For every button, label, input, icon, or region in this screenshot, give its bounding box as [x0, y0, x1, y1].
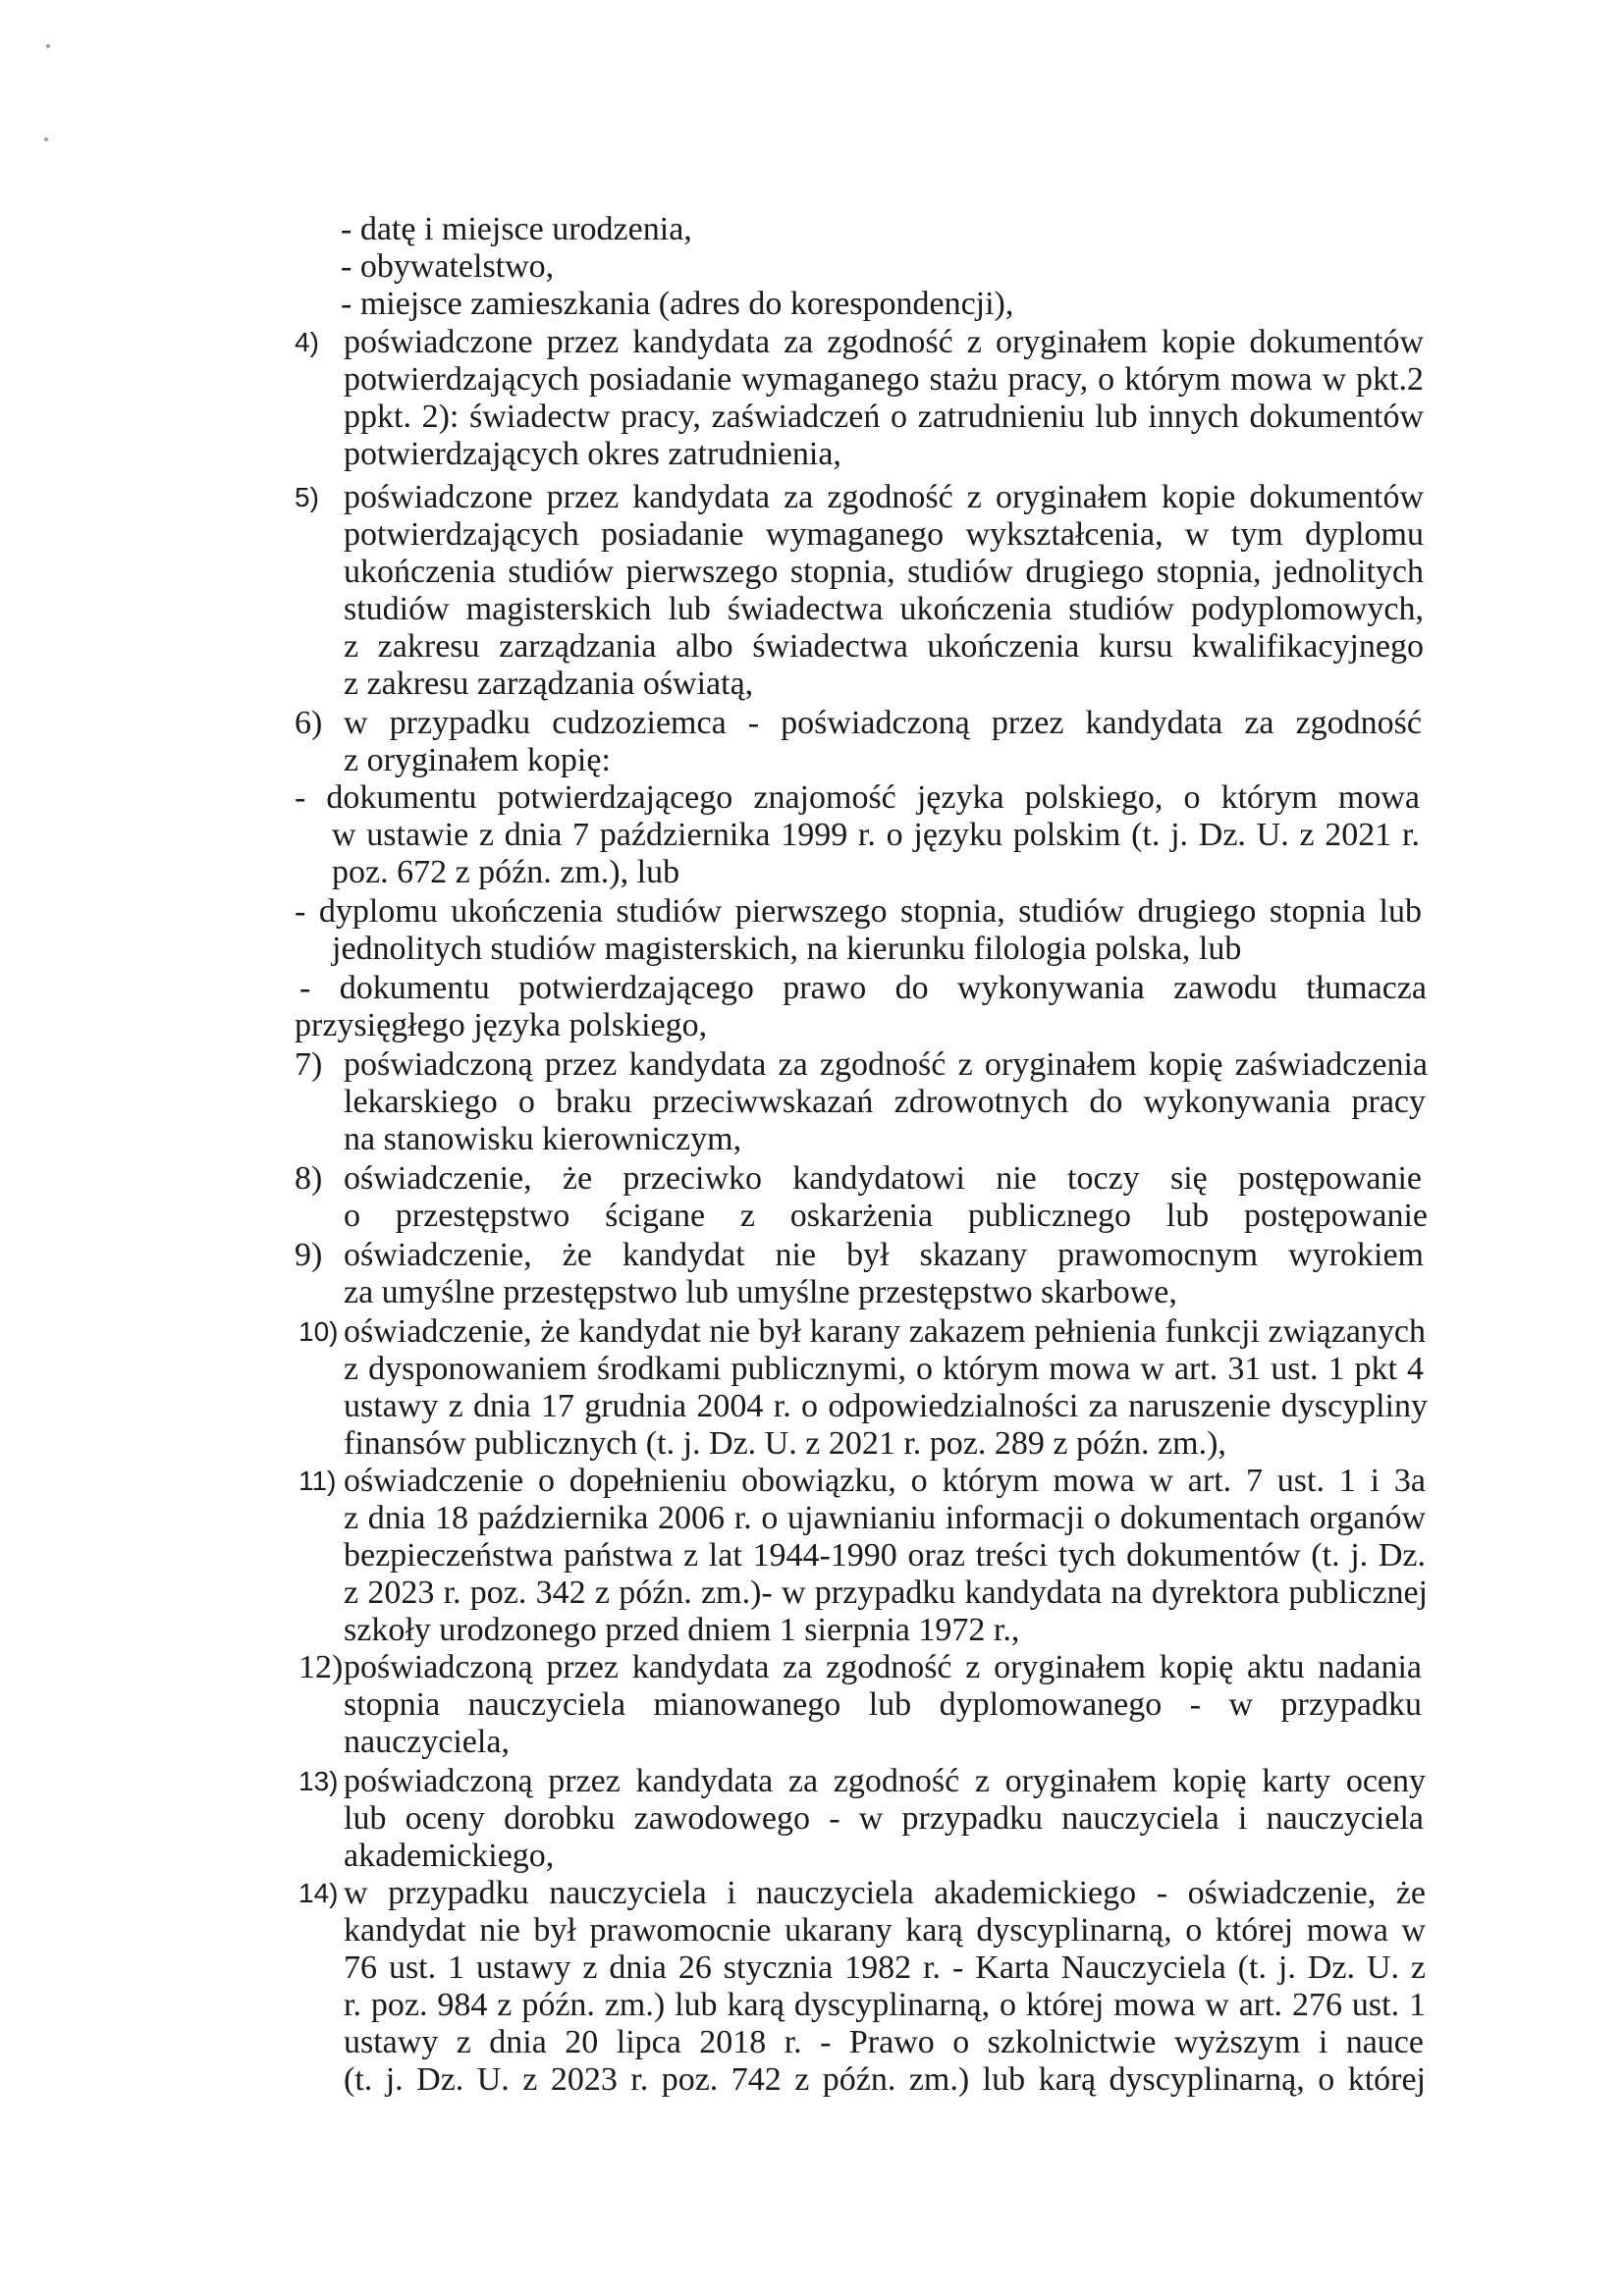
list-marker: 5)	[295, 482, 319, 512]
text-line: w przypadku cudzoziemca - poświadczoną przez kandydata za zgodność	[344, 705, 1422, 741]
text-line: z dysponowaniem środkami publicznymi, o którym mowa w art. 31 ust. 1 pkt 4	[344, 1351, 1424, 1387]
text-line: oświadczenie, że przeciwko kandydatowi nie toczy się postępowanie	[344, 1160, 1422, 1197]
list-marker: 11)	[298, 1466, 337, 1496]
text-line: potwierdzających posiadanie wymaganego stażu pracy, o którym mowa w pkt.2	[344, 361, 1424, 398]
text-line: ppkt. 2): świadectw pracy, zaświadczeń o zatrudnieniu lub innych dokumentów	[344, 399, 1424, 435]
text-line: lub oceny dorobku zawodowego - w przypadku nauczyciela i nauczyciela	[344, 1800, 1424, 1837]
list-marker: 10)	[298, 1316, 339, 1347]
text-line: bezpieczeństwa państwa z lat 1944-1990 oraz treści tych dokumentów (t. j. Dz.	[344, 1537, 1426, 1574]
list-marker: 6)	[295, 705, 323, 741]
text-line: z zakresu zarządzania albo świadectwa ukończenia kursu kwalifikacyjnego	[344, 628, 1424, 665]
text-line: szkoły urodzonego przed dniem 1 sierpnia 1972 r.,	[344, 1612, 1020, 1648]
text-line: oświadczenie o dopełnieniu obowiązku, o którym mowa w art. 7 ust. 1 i 3a	[344, 1463, 1426, 1499]
list-marker: 9)	[295, 1237, 323, 1273]
list-marker: 4)	[295, 327, 319, 357]
text-line: poświadczoną przez kandydata za zgodność z oryginałem kopię karty oceny	[344, 1763, 1426, 1799]
text-line: akademickiego,	[344, 1838, 555, 1874]
text-line: oświadczenie, że kandydat nie był skazany prawomocnym wyrokiem	[344, 1237, 1424, 1273]
text-line: - dokumentu potwierdzającego prawo do wykonywania zawodu tłumacza	[299, 970, 1427, 1006]
list-marker: 7)	[295, 1046, 323, 1083]
text-line: z zakresu zarządzania oświatą,	[344, 666, 754, 702]
text-line: za umyślne przestępstwo lub umyślne przestępstwo skarbowe,	[344, 1274, 1177, 1310]
text-line: - dokumentu potwierdzającego znajomość języka polskiego, o którym mowa	[295, 779, 1420, 816]
text-line: w ustawie z dnia 7 października 1999 r. o języku polskim (t. j. Dz. U. z 2021 r.	[332, 817, 1420, 853]
text-line: stopnia nauczyciela mianowanego lub dyplomowanego - w przypadku	[344, 1686, 1422, 1723]
text-line: 76 ust. 1 ustawy z dnia 26 stycznia 1982 r. - Karta Nauczyciela (t. j. Dz. U. z	[344, 1949, 1426, 1986]
text-line: - dyplomu ukończenia studiów pierwszego stopnia, studiów drugiego stopnia lub	[295, 893, 1422, 930]
text-line: z oryginałem kopię:	[344, 742, 611, 778]
text-line: poświadczoną przez kandydata za zgodność z oryginałem kopię aktu nadania	[344, 1649, 1422, 1685]
text-line: jednolitych studiów magisterskich, na kierunku filologia polska, lub	[332, 931, 1242, 967]
list-marker: 14)	[298, 1878, 339, 1908]
text-line: - miejsce zamieszkania (adres do korespondencji),	[341, 286, 1014, 322]
text-line: oświadczenie, że kandydat nie był karany zakazem pełnienia funkcji związanych	[344, 1313, 1426, 1350]
text-line: o przestępstwo ścigane z oskarżenia publicznego lub postępowanie	[344, 1198, 1428, 1234]
text-line: (t. j. Dz. U. z 2023 r. poz. 742 z późn. zm.) lub karą dyscyplinarną, o której	[344, 2061, 1426, 2098]
text-line: - obywatelstwo,	[341, 248, 555, 285]
text-line: r. poz. 984 z późn. zm.) lub karą dyscyplinarną, o której mowa w art. 276 ust. 1	[344, 1987, 1426, 2023]
text-line: poświadczone przez kandydata za zgodność z oryginałem kopie dokumentów	[344, 479, 1424, 515]
text-line: potwierdzających okres zatrudnienia,	[344, 436, 841, 472]
text-line: nauczyciela,	[344, 1724, 510, 1760]
text-line: z dnia 18 października 2006 r. o ujawnianiu informacji o dokumentach organów	[344, 1500, 1426, 1536]
text-line: ukończenia studiów pierwszego stopnia, studiów drugiego stopnia, jednolitych	[344, 554, 1424, 590]
text-line: finansów publicznych (t. j. Dz. U. z 2021 r. poz. 289 z późn. zm.),	[344, 1425, 1226, 1462]
list-marker: 12)	[298, 1649, 344, 1685]
list-marker: 8)	[295, 1160, 323, 1197]
text-line: ustawy z dnia 20 lipca 2018 r. - Prawo o szkolnictwie wyższym i nauce	[344, 2024, 1424, 2060]
text-line: kandydat nie był prawomocnie ukarany karą dyscyplinarną, o której mowa w	[344, 1912, 1426, 1949]
text-line: poz. 672 z późn. zm.), lub	[332, 854, 680, 890]
text-line: potwierdzających posiadanie wymaganego wykształcenia, w tym dyplomu	[344, 516, 1424, 553]
scan-speck	[46, 44, 50, 48]
text-line: z 2023 r. poz. 342 z późn. zm.)- w przypadku kandydata na dyrektora publicznej	[344, 1575, 1428, 1611]
text-line: studiów magisterskich lub świadectwa ukończenia studiów podyplomowych,	[344, 591, 1424, 627]
text-line: w przypadku nauczyciela i nauczyciela akademickiego - oświadczenie, że	[344, 1875, 1426, 1911]
text-line: - datę i miejsce urodzenia,	[341, 211, 692, 247]
text-line: ustawy z dnia 17 grudnia 2004 r. o odpowiedzialności za naruszenie dyscypliny	[344, 1388, 1428, 1424]
text-line: na stanowisku kierowniczym,	[344, 1121, 742, 1157]
text-line: poświadczoną przez kandydata za zgodność z oryginałem kopię zaświadczenia	[344, 1046, 1428, 1083]
text-line: przysięgłego języka polskiego,	[295, 1007, 708, 1043]
text-line: poświadczone przez kandydata za zgodność z oryginałem kopie dokumentów	[344, 324, 1424, 360]
scan-speck	[44, 137, 48, 141]
list-marker: 13)	[298, 1766, 339, 1796]
text-line: lekarskiego o braku przeciwwskazań zdrowotnych do wykonywania pracy	[344, 1084, 1426, 1120]
